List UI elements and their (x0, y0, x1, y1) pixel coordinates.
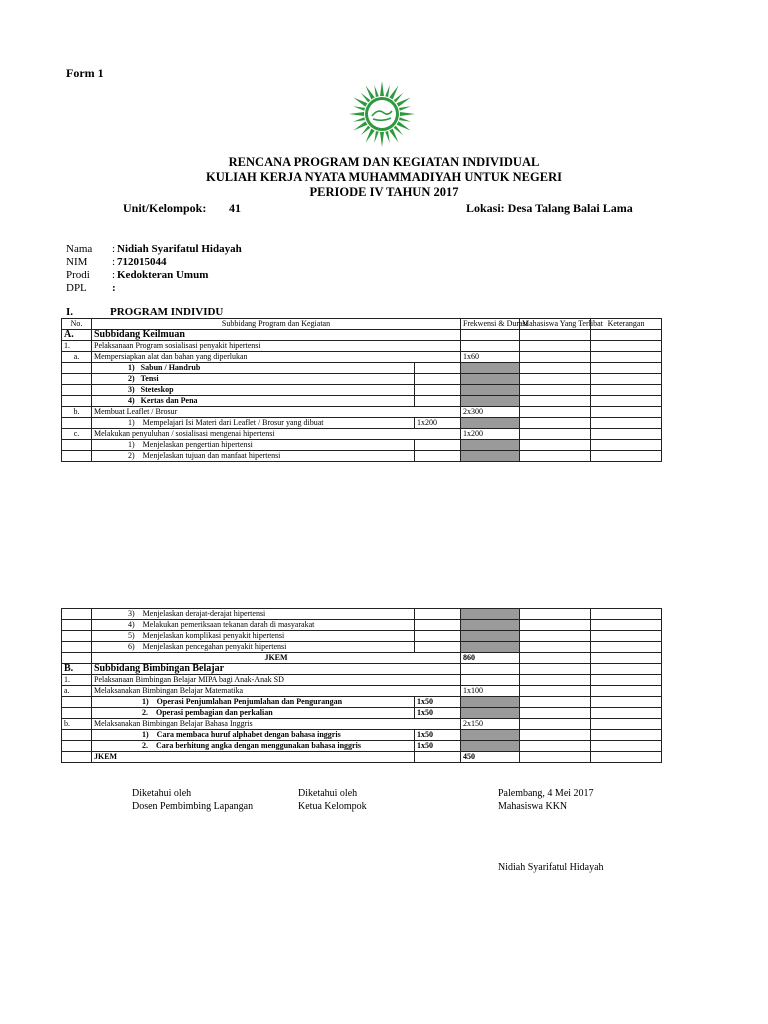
table-row (62, 631, 662, 642)
sig-col1-line2: Dosen Pembimbing Lapangan (132, 801, 254, 812)
table-row (62, 730, 662, 741)
nama-label: Nama (66, 243, 93, 255)
table-row (62, 719, 662, 730)
row-text: 1) Mempelajari Isi Materi dari Leaflet / Brosur yang dibuat (92, 418, 415, 429)
row-num: A. (62, 330, 92, 341)
row-num: b. (62, 407, 92, 418)
row-num: 1. (62, 675, 92, 686)
row-text: 1) Operasi Penjumlahan Penjumlahan dan Pengurangan (92, 697, 415, 708)
row-text: Subbidang Bimbingan Belajar (92, 664, 461, 675)
row-text: Membuat Leaflet / Brosur (92, 407, 461, 418)
row-text: 3) Menjelaskan derajat-derajat hipertensi (92, 609, 415, 620)
prodi-colon: : (112, 269, 116, 281)
row-text: Subbidang Keilmuan (92, 330, 461, 341)
row-freq: 1x200 (415, 418, 461, 429)
table-row (62, 451, 662, 462)
row-text: 2. Operasi pembagian dan perkalian (92, 708, 415, 719)
row-text: 4) Kertas dan Pena (92, 396, 415, 407)
section-number: I. (66, 306, 74, 318)
nim-colon: : (112, 256, 116, 268)
row-text: 1) Sabun / Handrub (92, 363, 415, 374)
table-row (62, 341, 662, 352)
table-row (62, 686, 662, 697)
form-label: Form 1 (66, 66, 104, 80)
jkem-row (62, 752, 662, 763)
row-freq: 1x50 (415, 708, 461, 719)
row-num: 1. (62, 341, 92, 352)
sig-col1-line1: Diketahui oleh (132, 788, 192, 799)
row-text: Pelaksanaan Program sosialisasi penyakit hipertensi (92, 341, 461, 352)
header-frekwensi: Frekwensi & Durasi (461, 319, 520, 330)
table-row (62, 374, 662, 385)
row-text: 3) Steteskop (92, 385, 415, 396)
row-text: 4) Melakukan pemeriksaan tekanan darah di masyarakat (92, 620, 415, 631)
unit-label: Unit/Kelompok: (123, 201, 207, 215)
row-num: b. (62, 719, 92, 730)
header-mahasiswa: Mahasiswa Yang Terlibat (520, 319, 591, 330)
dpl-label: DPL (66, 282, 87, 294)
row-num: a. (62, 352, 92, 363)
row-text: 5) Menjelaskan komplikasi penyakit hipertensi (92, 631, 415, 642)
row-freq: 1x60 (461, 352, 520, 363)
title-line-2: KULIAH KERJA NYATA MUHAMMADIYAH UNTUK NEGERI (206, 170, 562, 184)
row-text: 1) Cara membaca huruf alphabet dengan bahasa inggris (92, 730, 415, 741)
dpl-colon: : (112, 282, 116, 294)
jkem-value: 450 (461, 752, 520, 763)
row-num: B. (62, 664, 92, 675)
jkem-value: 860 (461, 653, 520, 664)
row-text: Mempersiapkan alat dan bahan yang diperlukan (92, 352, 461, 363)
nim-value: 712015044 (117, 256, 167, 268)
program-table-part-2 (61, 608, 662, 763)
row-text: 2) Menjelaskan tujuan dan manfaat hipertensi (92, 451, 415, 462)
prodi-label: Prodi (66, 269, 90, 281)
row-text: Melaksanakan Bimbingan Belajar Matematika (92, 686, 461, 697)
table-row (62, 352, 662, 363)
header-keterangan: Keterangan (591, 319, 662, 330)
table-row (62, 697, 662, 708)
row-freq: 1x50 (415, 697, 461, 708)
table-row (62, 708, 662, 719)
row-text: Melaksanakan Bimbingan Belajar Bahasa Inggris (92, 719, 461, 730)
row-num: a. (62, 686, 92, 697)
table-row (62, 330, 662, 341)
table-row (62, 642, 662, 653)
nama-colon: : (112, 243, 116, 255)
row-num: c. (62, 429, 92, 440)
sig-col2-line1: Diketahui oleh (298, 788, 358, 799)
nim-label: NIM (66, 256, 88, 268)
row-text: Melakukan penyuluhan / sosialisasi mengenai hipertensi (92, 429, 461, 440)
row-text: 2) Tensi (92, 374, 415, 385)
section-title: PROGRAM INDIVIDU (110, 306, 224, 318)
row-freq: 2x300 (461, 407, 520, 418)
row-text: 2. Cara berhitung angka dengan menggunakan bahasa inggris (92, 741, 415, 752)
row-freq: 1x50 (415, 741, 461, 752)
table-row (62, 385, 662, 396)
table-row (62, 664, 662, 675)
table-row (62, 620, 662, 631)
program-table-part-1 (61, 318, 662, 462)
sig-col3-line1: Palembang, 4 Mei 2017 (498, 788, 594, 799)
table-row (62, 741, 662, 752)
sig-col2-line2: Ketua Kelompok (298, 801, 367, 812)
prodi-value: Kedokteran Umum (117, 269, 209, 281)
jkem-row (62, 653, 662, 664)
row-text: 1) Menjelaskan pengertian hipertensi (92, 440, 415, 451)
row-freq: 1x200 (461, 429, 520, 440)
unit-value: 41 (229, 201, 241, 215)
table-row (62, 396, 662, 407)
table-row (62, 675, 662, 686)
table-row (62, 429, 662, 440)
table-row (62, 363, 662, 374)
row-text: Pelaksanaan Bimbingan Belajar MIPA bagi Anak-Anak SD (92, 675, 461, 686)
row-text: 6) Menjelaskan pencegahan penyakit hipertensi (92, 642, 415, 653)
table-header-row (62, 319, 662, 330)
nama-value: Nidiah Syarifatul Hidayah (117, 243, 242, 255)
sig-col3-line2: Mahasiswa KKN (498, 801, 568, 812)
jkem-label: JKEM (92, 752, 415, 763)
lokasi-label: Lokasi: Desa Talang Balai Lama (466, 201, 633, 215)
row-freq: 2x150 (461, 719, 520, 730)
signer-name: Nidiah Syarifatul Hidayah (498, 862, 604, 873)
header-no: No. (62, 319, 92, 330)
row-freq: 1x100 (461, 686, 520, 697)
table-row (62, 609, 662, 620)
muhammadiyah-logo (346, 81, 418, 147)
row-freq: 1x50 (415, 730, 461, 741)
title-line-3: PERIODE IV TAHUN 2017 (309, 185, 459, 199)
table-row (62, 440, 662, 451)
jkem-label: JKEM (92, 653, 461, 664)
table-row (62, 418, 662, 429)
table-row (62, 407, 662, 418)
title-line-1: RENCANA PROGRAM DAN KEGIATAN INDIVIDUAL (228, 155, 540, 169)
header-subbidang: Subbidang Program dan Kegiatan (92, 319, 461, 330)
